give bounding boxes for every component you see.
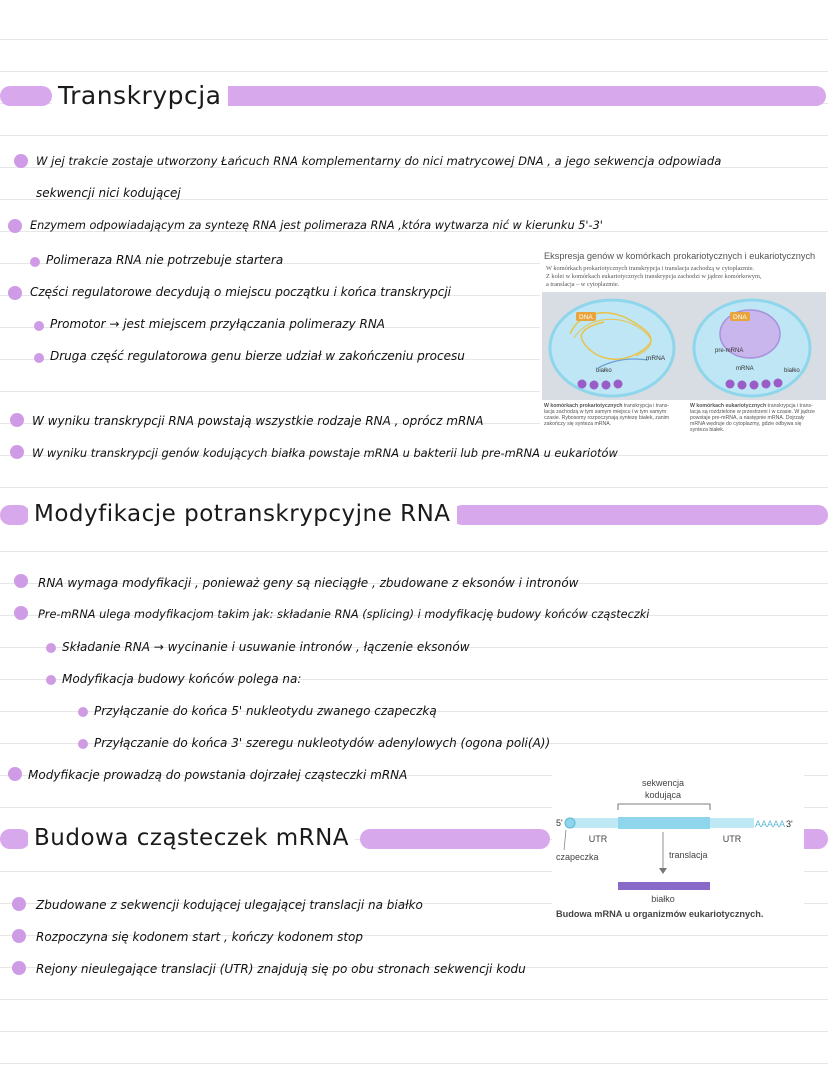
bullet-dot bbox=[10, 413, 24, 427]
svg-text:czasie. Rybosomy rozpoczynają: czasie. Rybosomy rozpoczynają syntezę białek, zanim bbox=[544, 415, 670, 421]
bullet-dot bbox=[12, 897, 26, 911]
bullet-dot bbox=[14, 574, 28, 588]
list-item: Druga część regulatorowa genu bierze udział w zakończeniu procesu bbox=[50, 349, 465, 363]
section-title-modyfikacje: Modyfikacje potranskrypcyjne RNA bbox=[28, 498, 457, 530]
svg-text:translacja: translacja bbox=[669, 850, 708, 860]
svg-text:W komórkach eukariotycznych tr: W komórkach eukariotycznych transkrypcja i trans- bbox=[690, 403, 813, 409]
list-item: W wyniku transkrypcji genów kodujących białka powstaje mRNA u bakterii lub pre-mRNA u eukariotów bbox=[32, 446, 618, 460]
list-item: Zbudowane z sekwencji kodującej ulegającej translacji na białko bbox=[36, 898, 423, 912]
protein-bar bbox=[618, 882, 710, 890]
mrna-structure-figure bbox=[552, 774, 804, 922]
list-item: Pre-mRNA ulega modyfikacjom takim jak: składanie RNA (splicing) i modyfikację budowy końców cząsteczki bbox=[38, 608, 650, 621]
list-item: Promotor → jest miejscem przyłączania polimerazy RNA bbox=[50, 317, 386, 331]
svg-text:mRNA: mRNA bbox=[736, 366, 754, 372]
svg-text:białko: białko bbox=[596, 368, 612, 374]
svg-text:pre-mRNA: pre-mRNA bbox=[715, 348, 744, 354]
figure-title: Ekspresja genów w komórkach prokariotycznych i eukariotycznych bbox=[544, 251, 816, 261]
svg-text:DNA: DNA bbox=[733, 314, 747, 321]
heading-band-right bbox=[218, 86, 826, 106]
list-item: Rozpoczyna się kodonem start , kończy kodonem stop bbox=[36, 930, 363, 944]
bullet-dot bbox=[8, 286, 22, 300]
svg-text:Z kolei w komórkach eukariotyc: Z kolei w komórkach eukariotycznych transkrypcja zachodzi w jądrze komórkowym, bbox=[546, 273, 762, 280]
list-item: Polimeraza RNA nie potrzebuje startera bbox=[46, 253, 284, 267]
list-item: Enzymem odpowiadającym za syntezę RNA jest polimeraza RNA ,która wytwarza nić w kierunku 5'-3' bbox=[30, 219, 603, 232]
svg-text:zakończy się synteza mRNA.: zakończy się synteza mRNA. bbox=[544, 421, 612, 427]
list-item: Modyfikacje prowadzą do powstania dojrzałej cząsteczki mRNA bbox=[28, 768, 408, 782]
bullet-dot bbox=[12, 929, 26, 943]
svg-text:sekwencja: sekwencja bbox=[641, 778, 685, 788]
svg-text:a translacja – w cytoplazmie.: a translacja – w cytoplazmie. bbox=[546, 281, 620, 288]
svg-text:3': 3' bbox=[786, 819, 793, 829]
svg-text:lacja są rozdzielone w przestr: lacja są rozdzielone w przestrzeni i w czasie. W jądrze bbox=[690, 409, 815, 415]
bullet-dot bbox=[14, 154, 28, 168]
list-item: W wyniku transkrypcji RNA powstają wszystkie rodzaje RNA , oprócz mRNA bbox=[32, 414, 484, 428]
svg-text:AAAAA: AAAAA bbox=[755, 819, 786, 829]
svg-text:5': 5' bbox=[556, 818, 563, 828]
list-item: Rejony nieulegające translacji (UTR) znajdują się po obu stronach sekwencji kodu bbox=[36, 962, 526, 976]
list-item: Składanie RNA → wycinanie i usuwanie intronów , łączenie eksonów bbox=[62, 640, 470, 654]
mrna-structure-svg bbox=[552, 774, 804, 922]
heading-band-right bbox=[360, 829, 550, 849]
list-item: sekwencji nici kodującej bbox=[36, 186, 181, 200]
figure-caption: Budowa mRNA u organizmów eukariotycznych. bbox=[556, 909, 764, 919]
svg-text:czapeczka: czapeczka bbox=[556, 852, 599, 862]
bullet-dot bbox=[46, 675, 56, 685]
bullet-dot bbox=[30, 257, 40, 267]
bullet-dot bbox=[78, 707, 88, 717]
cap-icon bbox=[565, 818, 575, 828]
svg-text:W komórkach prokariotycznych t: W komórkach prokariotycznych transkrypcja i trans- bbox=[544, 403, 670, 409]
list-item: Części regulatorowe decydują o miejscu początku i końca transkrypcji bbox=[30, 285, 452, 299]
bullet-dot bbox=[8, 219, 22, 233]
bullet-dot bbox=[14, 606, 28, 620]
heading-band-left bbox=[0, 505, 30, 525]
list-item: W jej trakcie zostaje utworzony Łańcuch RNA komplementarny do nici matrycowej DNA , a jego sekwencja odpowiada bbox=[36, 154, 722, 168]
bullet-dot bbox=[46, 643, 56, 653]
svg-text:białko: białko bbox=[784, 368, 800, 374]
gene-expression-svg bbox=[540, 248, 828, 432]
svg-text:powstaje pre-mRNA, a następnie: powstaje pre-mRNA, a następnie mRNA. Dojrzały bbox=[690, 415, 805, 421]
svg-text:UTR: UTR bbox=[722, 834, 742, 844]
list-item: RNA wymaga modyfikacji , ponieważ geny są nieciągłe , zbudowane z eksonów i intronów bbox=[38, 576, 579, 590]
svg-text:synteza białek.: synteza białek. bbox=[690, 427, 725, 432]
heading-band-left bbox=[0, 86, 52, 106]
svg-text:mRNA wędruje do cytoplazmy, gd: mRNA wędruje do cytoplazmy, gdzie odbywa się bbox=[690, 421, 802, 427]
svg-text:mRNA: mRNA bbox=[646, 355, 666, 362]
svg-text:białko: białko bbox=[651, 894, 675, 904]
bullet-dot bbox=[78, 739, 88, 749]
svg-text:kodująca: kodująca bbox=[644, 790, 682, 800]
list-item: Przyłączanie do końca 3' szeregu nukleotydów adenylowych (ogona poli(A)) bbox=[94, 736, 551, 750]
heading-band-left bbox=[0, 829, 30, 849]
list-item: Modyfikacja budowy końców polega na: bbox=[62, 672, 302, 686]
bullet-dot bbox=[34, 353, 44, 363]
svg-text:lacja zachodzą w tym samym mie: lacja zachodzą w tym samym miejscu i w tym samym bbox=[544, 409, 667, 415]
coding-sequence-segment bbox=[618, 817, 710, 829]
bullet-dot bbox=[10, 445, 24, 459]
svg-text:W komórkach prokariotycznych t: W komórkach prokariotycznych transkrypcja i translacja zachodzą w cytoplazmie. bbox=[546, 265, 755, 272]
svg-text:UTR: UTR bbox=[588, 834, 608, 844]
heading-band-right bbox=[452, 505, 828, 525]
gene-expression-figure bbox=[540, 248, 828, 432]
prokaryotic-cell bbox=[550, 300, 674, 396]
utr-right-segment bbox=[710, 818, 754, 828]
svg-text:DNA: DNA bbox=[579, 314, 593, 321]
bullet-dot bbox=[12, 961, 26, 975]
section-title-transkrypcja: Transkrypcja bbox=[52, 80, 228, 112]
bullet-dot bbox=[34, 321, 44, 331]
bullet-dot bbox=[8, 767, 22, 781]
list-item: Przyłączanie do końca 5' nukleotydu zwanego czapeczką bbox=[94, 704, 437, 718]
section-title-budowa: Budowa cząsteczek mRNA bbox=[28, 822, 355, 854]
